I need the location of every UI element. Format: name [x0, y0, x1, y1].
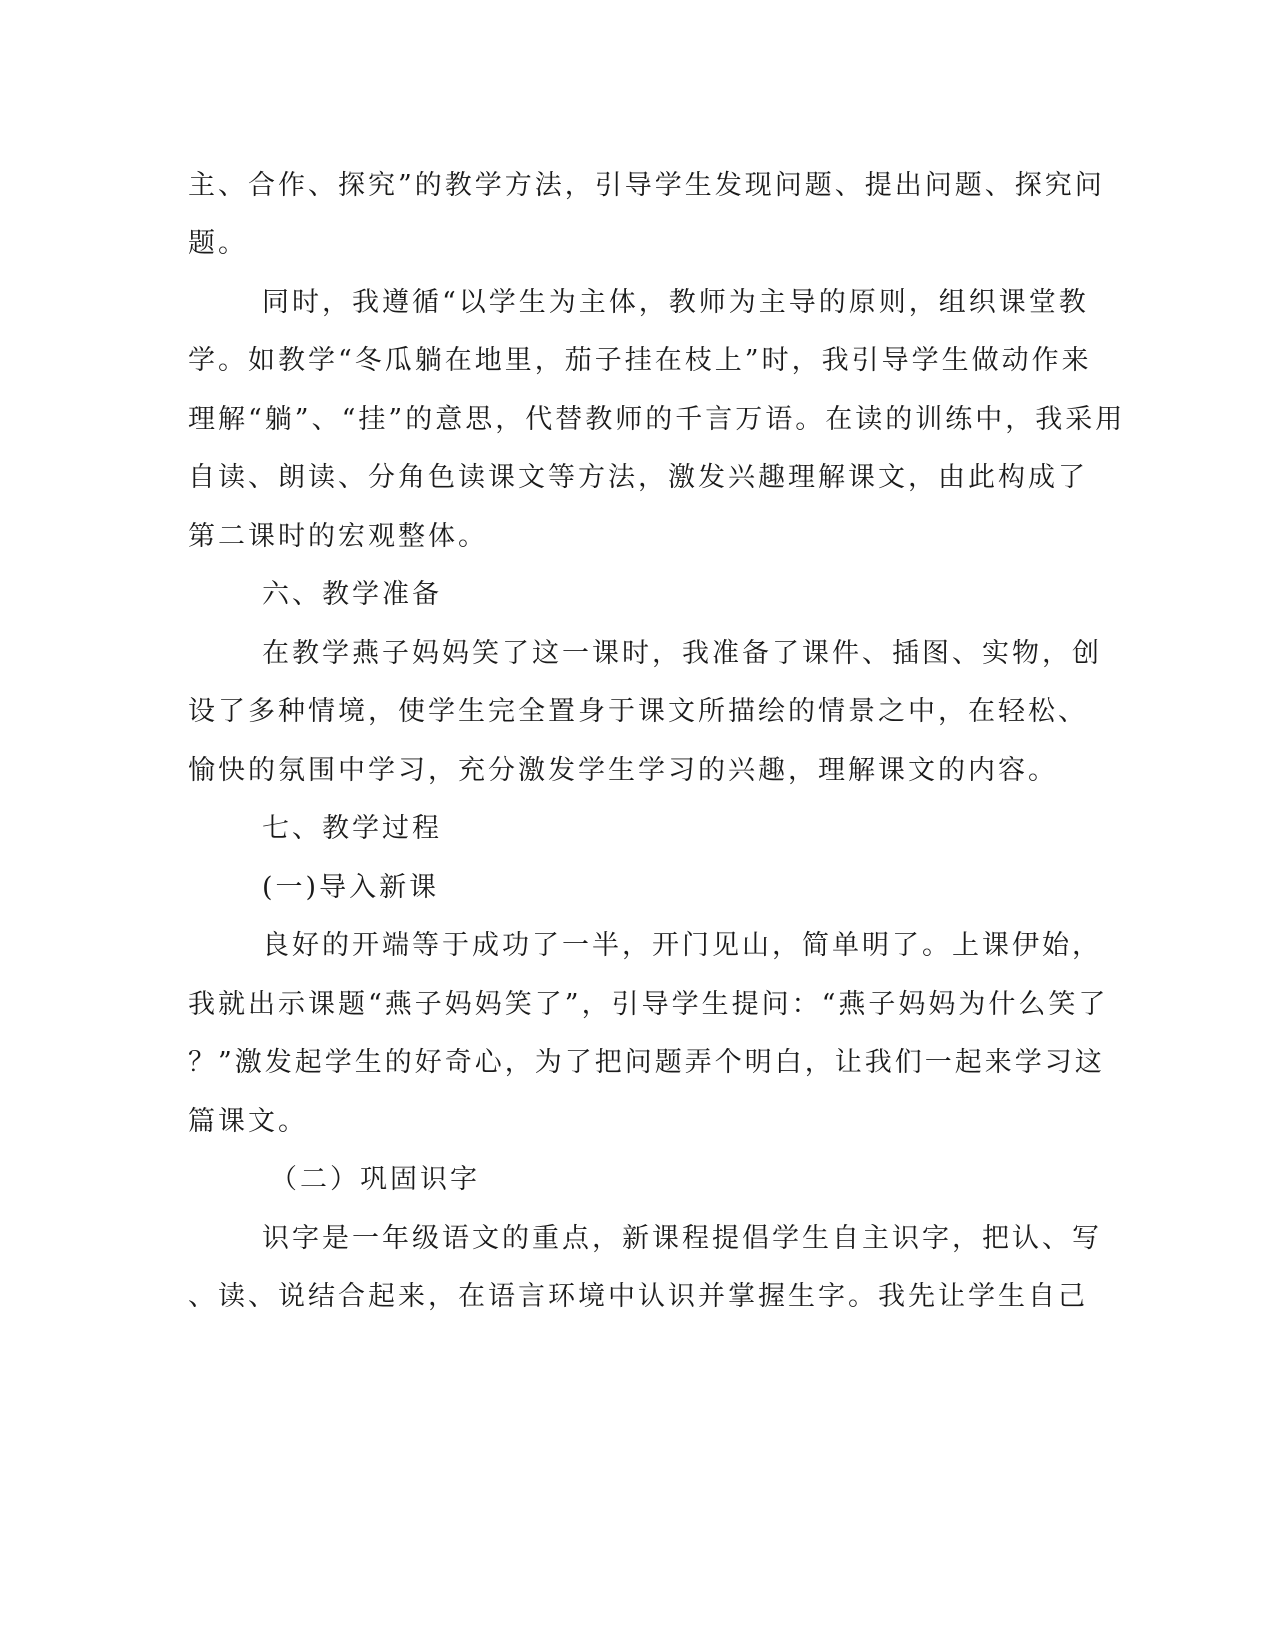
- text-line-3: 同时，我遵循“以学生为主体，教师为主导的原则，组织课堂教: [262, 287, 1089, 318]
- text-line-11: 愉快的氛围中学习，充分激发学生学习的兴趣，理解课文的内容。: [188, 755, 1058, 786]
- section-heading-7: 七、教学过程: [262, 813, 442, 844]
- text-line-17: 篇课文。: [188, 1106, 308, 1137]
- text-line-9: 在教学燕子妈妈笑了这一课时，我准备了课件、插图、实物，创: [262, 638, 1102, 669]
- text-line-16: ？”激发起学生的好奇心，为了把问题弄个明白，让我们一起来学习这: [188, 1047, 1105, 1078]
- text-line-15: 我就出示课题“燕子妈妈笑了”，引导学生提问：“燕子妈妈为什么笑了: [188, 989, 1109, 1020]
- text-line-4: 学。如教学“冬瓜躺在地里，茄子挂在枝上”时，我引导学生做动作来: [188, 345, 1092, 376]
- subsection-heading-1: (一)导入新课: [262, 872, 440, 903]
- text-line-19: 识字是一年级语文的重点，新课程提倡学生自主识字，把认、写: [262, 1223, 1102, 1254]
- text-line-10: 设了多种情境，使学生完全置身于课文所描绘的情景之中，在轻松、: [188, 696, 1088, 727]
- subsection-heading-2: （二）巩固识字: [270, 1164, 480, 1195]
- text-line-1: 主、合作、探究”的教学方法，引导学生发现问题、提出问题、探究问: [188, 170, 1105, 201]
- text-line-20: 、读、说结合起来，在语言环境中认识并掌握生字。我先让学生自己: [188, 1281, 1088, 1312]
- text-line-14: 良好的开端等于成功了一半，开门见山，简单明了。上课伊始，: [262, 930, 1102, 961]
- text-line-2: 题。: [188, 228, 248, 259]
- section-heading-6: 六、教学准备: [262, 579, 442, 610]
- text-line-5: 理解“躺”、“挂”的意思，代替教师的千言万语。在读的训练中，我采用: [188, 404, 1126, 435]
- text-line-7: 第二课时的宏观整体。: [188, 521, 488, 552]
- text-line-6: 自读、朗读、分角色读课文等方法，激发兴趣理解课文，由此构成了: [188, 462, 1088, 493]
